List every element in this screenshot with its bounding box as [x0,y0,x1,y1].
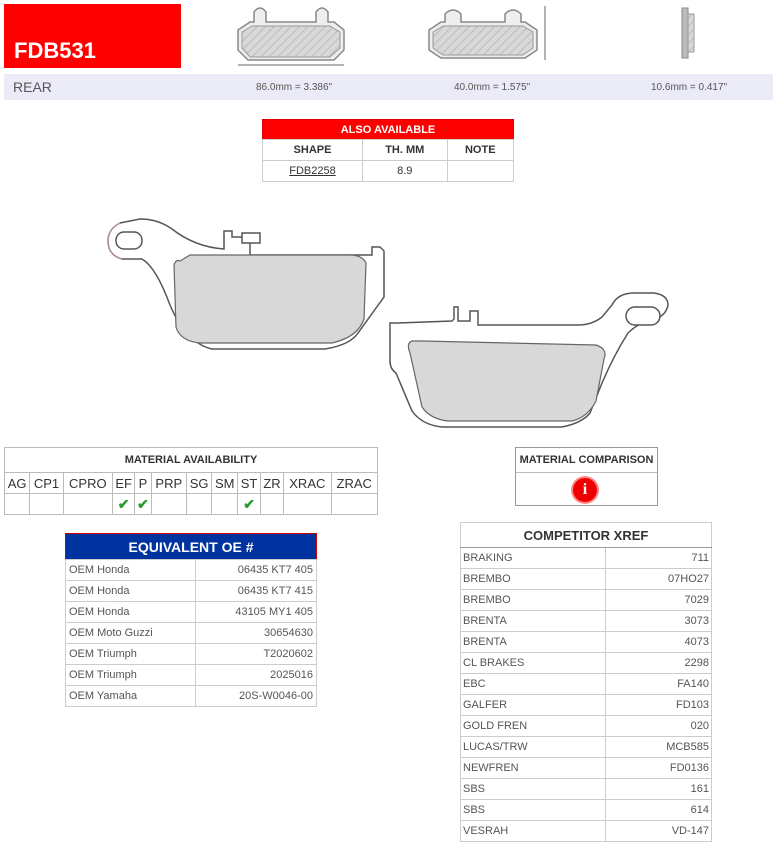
table-row [461,821,712,842]
material-check-row [5,494,378,515]
oe-part-number: 30654630 [195,623,316,644]
competitor-part-number: FD0136 [606,758,712,779]
also-available-title: ALSO AVAILABLE [263,120,514,140]
material-check-cell [212,494,238,515]
dimension-thickness: 10.6mm = 0.417" [651,82,728,93]
dimension-height: 40.0mm = 1.575" [454,82,531,93]
material-check-cell [63,494,112,515]
oe-brand: OEM Honda [66,581,196,602]
competitor-xref-table [460,522,712,842]
material-check-cell [186,494,211,515]
shape-link[interactable]: FDB2258 [289,165,336,177]
competitor-brand: GALFER [461,695,606,716]
competitor-part-number: VD-147 [606,821,712,842]
pad-dimension-drawings [230,2,560,70]
material-check-cell [135,494,151,515]
oe-brand: OEM Honda [66,560,196,581]
also-available-table [262,119,514,182]
competitor-brand: CL BRAKES [461,653,606,674]
material-availability-table [4,447,378,515]
material-header-row [5,473,378,494]
competitor-brand: NEWFREN [461,758,606,779]
position-label: REAR [13,79,52,95]
product-code: FDB531 [14,38,96,63]
competitor-part-number: 614 [606,800,712,821]
competitor-brand: LUCAS/TRW [461,737,606,758]
table-row [461,758,712,779]
oe-part-number: 2025016 [195,665,316,686]
oe-part-number: 06435 KT7 415 [195,581,316,602]
material-comparison-title: MATERIAL COMPARISON [516,448,657,473]
material-st: ST [238,473,260,494]
oe-brand: OEM Honda [66,602,196,623]
competitor-brand: BRENTA [461,611,606,632]
equivalent-oe-title: EQUIVALENT OE # [66,534,317,560]
competitor-brand: BREMBO [461,590,606,611]
table-row [461,695,712,716]
material-check-cell [331,494,378,515]
brake-pad-illustration [100,215,700,435]
oe-part-number: T2020602 [195,644,316,665]
table-row [461,548,712,569]
material-sg: SG [186,473,211,494]
competitor-brand: EBC [461,674,606,695]
thickness-value: 8.9 [363,161,447,182]
table-row [66,581,317,602]
table-row [461,737,712,758]
competitor-part-number: FA140 [606,674,712,695]
col-shape: SHAPE [263,140,363,161]
oe-brand: OEM Yamaha [66,686,196,707]
material-cpro: CPRO [63,473,112,494]
table-row [461,611,712,632]
col-note: NOTE [447,140,514,161]
material-prp: PRP [151,473,186,494]
note-value [447,161,514,182]
pad-side-view-icon [429,6,545,60]
material-cp1: CP1 [30,473,64,494]
material-availability-title: MATERIAL AVAILABILITY [5,448,378,473]
material-check-cell [238,494,260,515]
material-check-cell [260,494,283,515]
competitor-part-number: 711 [606,548,712,569]
oe-brand: OEM Triumph [66,665,196,686]
competitor-part-number: FD103 [606,695,712,716]
material-check-cell [112,494,134,515]
table-row [461,590,712,611]
table-row [66,623,317,644]
table-row [66,644,317,665]
table-row [461,674,712,695]
competitor-part-number: 161 [606,779,712,800]
table-row [461,632,712,653]
col-thickness: TH. MM [363,140,447,161]
competitor-brand: BREMBO [461,569,606,590]
competitor-part-number: 4073 [606,632,712,653]
material-sm: SM [212,473,238,494]
check-icon: ✔ [117,495,130,512]
material-check-cell [30,494,64,515]
oe-part-number: 43105 MY1 405 [195,602,316,623]
material-zrac: ZRAC [331,473,378,494]
material-check-cell [151,494,186,515]
competitor-brand: SBS [461,779,606,800]
competitor-part-number: 020 [606,716,712,737]
dimension-width: 86.0mm = 3.386" [256,82,333,93]
competitor-part-number: 07HO27 [606,569,712,590]
table-row [461,716,712,737]
competitor-xref-title: COMPETITOR XREF [461,523,712,548]
info-icon[interactable]: i [573,478,597,502]
competitor-part-number: 2298 [606,653,712,674]
competitor-brand: BRAKING [461,548,606,569]
competitor-brand: GOLD FREN [461,716,606,737]
brake-pad-back-icon [108,219,384,349]
oe-part-number: 06435 KT7 405 [195,560,316,581]
brake-pad-front-icon [390,293,668,427]
material-ef: EF [112,473,134,494]
table-row [461,800,712,821]
competitor-part-number: MCB585 [606,737,712,758]
position-bar [4,74,773,100]
material-check-cell [284,494,331,515]
competitor-brand: BRENTA [461,632,606,653]
table-row [461,569,712,590]
competitor-brand: SBS [461,800,606,821]
oe-part-number: 20S-W0046-00 [195,686,316,707]
competitor-brand: VESRAH [461,821,606,842]
material-zr: ZR [260,473,283,494]
competitor-part-number: 7029 [606,590,712,611]
table-row [66,665,317,686]
competitor-part-number: 3073 [606,611,712,632]
table-row [461,779,712,800]
check-icon: ✔ [243,495,255,512]
check-icon: ✔ [137,495,149,512]
product-code-box [4,4,181,68]
material-p: P [135,473,151,494]
pad-thickness-icon [676,4,700,64]
table-row [66,602,317,623]
oe-brand: OEM Moto Guzzi [66,623,196,644]
table-row [66,560,317,581]
table-row [263,161,514,182]
material-xrac: XRAC [284,473,331,494]
oe-brand: OEM Triumph [66,644,196,665]
material-comparison-box [515,447,658,506]
table-row [461,653,712,674]
material-ag: AG [5,473,30,494]
pad-front-view-icon [238,8,344,65]
equivalent-oe-table [65,533,317,707]
table-row [66,686,317,707]
material-check-cell [5,494,30,515]
